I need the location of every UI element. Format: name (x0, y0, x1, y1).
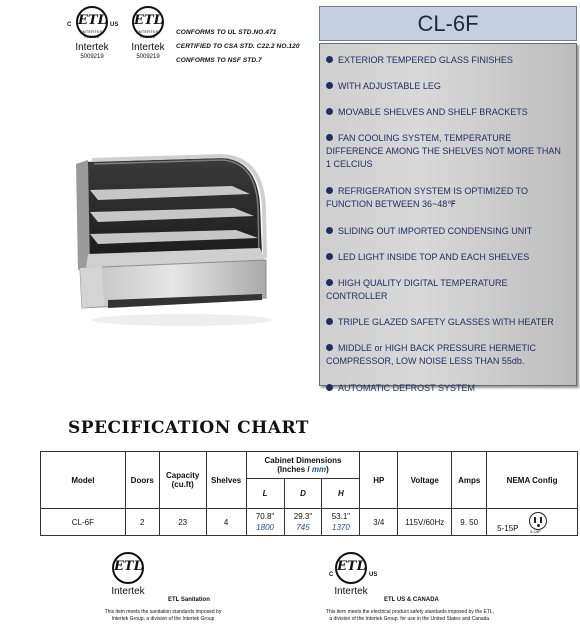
etl-cus-mark (62, 5, 122, 63)
etl-sanitation-logo: ETL Intertek (103, 552, 153, 592)
feature-item: LED LIGHT INSIDE TOP AND EACH SHELVES (326, 251, 568, 264)
cell-height: 53.1" 1370 (322, 509, 360, 536)
feature-item: REFRIGERATION SYSTEM IS OPTIMIZED TO FUNCTION BETWEEN 36~48℉ (326, 186, 529, 209)
header-shelves: Shelves (206, 452, 246, 509)
bullet-icon (326, 384, 333, 391)
feature-item: WITH ADJUSTABLE LEG (326, 80, 568, 93)
etl-us-canada-note: This item meets the electrical product safety standards imposed by the ETL, a division of the Intertek Group. for use in the United States and Canada. (325, 609, 495, 622)
feature-item: MOVABLE SHELVES AND SHELF BRACKETS (326, 106, 568, 119)
table-row (41, 509, 578, 536)
table-header-row (41, 452, 578, 479)
cell-length: 70.8" 1800 (246, 509, 284, 536)
feature-item: SLIDING OUT IMPORTED CONDENSING UNIT (326, 225, 568, 238)
cell-capacity: 23 (159, 509, 206, 536)
feature-item: HIGH QUALITY DIGITAL TEMPERATURE CONTROLLER (326, 278, 508, 301)
header-model: Model (41, 452, 126, 509)
cell-depth: 29.3" 745 (284, 509, 322, 536)
cell-nema: 5-15P 5-15P (487, 509, 578, 536)
etl-us-canada-label: ETL US & CANADA (384, 597, 439, 603)
feature-item: MIDDLE or HIGH BACK PRESSURE HERMETIC COMPRESSOR, LOW NOISE LESS THAN 55db. (326, 343, 537, 366)
us-mark: US (369, 572, 378, 578)
feature-item: EXTERIOR TEMPERED GLASS FINISHES (326, 54, 568, 67)
bullet-icon (326, 344, 333, 351)
standard-nsf: CONFORMS TO NSF STD.7 (176, 57, 262, 64)
bullet-icon (326, 56, 333, 63)
bullet-icon (326, 318, 333, 325)
header-h: H (322, 479, 360, 509)
nema-plug-icon (529, 512, 547, 530)
intertek-label: Intertek (75, 42, 109, 53)
feature-list (319, 43, 577, 393)
c-mark: C (67, 22, 72, 28)
cell-shelves: 4 (206, 509, 246, 536)
us-mark: US (110, 22, 119, 28)
feature-item: TRIPLE GLAZED SAFETY GLASSES WITH HEATER (326, 316, 568, 329)
etl-number: 5009219 (80, 54, 104, 60)
cell-hp: 3/4 (360, 509, 398, 536)
bullet-icon (326, 187, 333, 194)
standard-ul: CONFORMS TO UL STD.NO.471 (176, 29, 277, 36)
etl-sanitation-mark (118, 5, 178, 63)
cell-voltage: 115V/60Hz (398, 509, 452, 536)
cell-model: CL-6F (41, 509, 126, 536)
header-nema: NEMA Config (487, 452, 578, 509)
header-voltage: Voltage (398, 452, 452, 509)
etl-sanitation-label: ETL Sanitation (168, 597, 210, 603)
feature-item: FAN COOLING SYSTEM, TEMPERATURE DIFFERENCE AMONG THE SHELVES NOT MORE THAN 1 CELCIUS (326, 133, 561, 169)
bullet-icon (326, 227, 333, 234)
bullet-icon (326, 279, 333, 286)
spec-table (40, 451, 578, 536)
header-d: D (284, 479, 322, 509)
c-mark: C (329, 572, 334, 578)
intertek-label: Intertek (131, 42, 165, 53)
etl-us-canada-logo: C ETL US Intertek (326, 552, 376, 592)
cell-amps: 9. 50 (452, 509, 487, 536)
bullet-icon (326, 82, 333, 89)
header-amps: Amps (452, 452, 487, 509)
etl-number: 5009219 (136, 54, 160, 60)
bullet-icon (326, 134, 333, 141)
spec-chart-title: SPECIFICATION CHART (68, 418, 309, 438)
header-hp: HP (360, 452, 398, 509)
display-case-image (72, 150, 274, 330)
header-dimensions: Cabinet Dimensions (Inches / mm) (246, 452, 360, 479)
etl-sanitation-note: This item meets the sanitation standards imposed by Intertek Group, a division of the Intertek Group (104, 609, 222, 622)
header-capacity: Capacity (cu.ft) (159, 452, 206, 509)
standard-csa: CERTIFIED TO CSA STD. C22.2 NO.120 (176, 43, 300, 50)
etl-logo: ETL INTERTEK LISTED (76, 6, 108, 38)
feature-item: AUTOMATIC DEFROST SYSTEM (326, 382, 568, 395)
standards-list (176, 26, 300, 68)
bullet-icon (326, 108, 333, 115)
header-l: L (246, 479, 284, 509)
model-title: CL-6F (319, 6, 577, 41)
cell-doors: 2 (125, 509, 159, 536)
etl-logo: ETL INTERTEK LISTED (132, 6, 164, 38)
bullet-icon (326, 253, 333, 260)
header-doors: Doors (125, 452, 159, 509)
